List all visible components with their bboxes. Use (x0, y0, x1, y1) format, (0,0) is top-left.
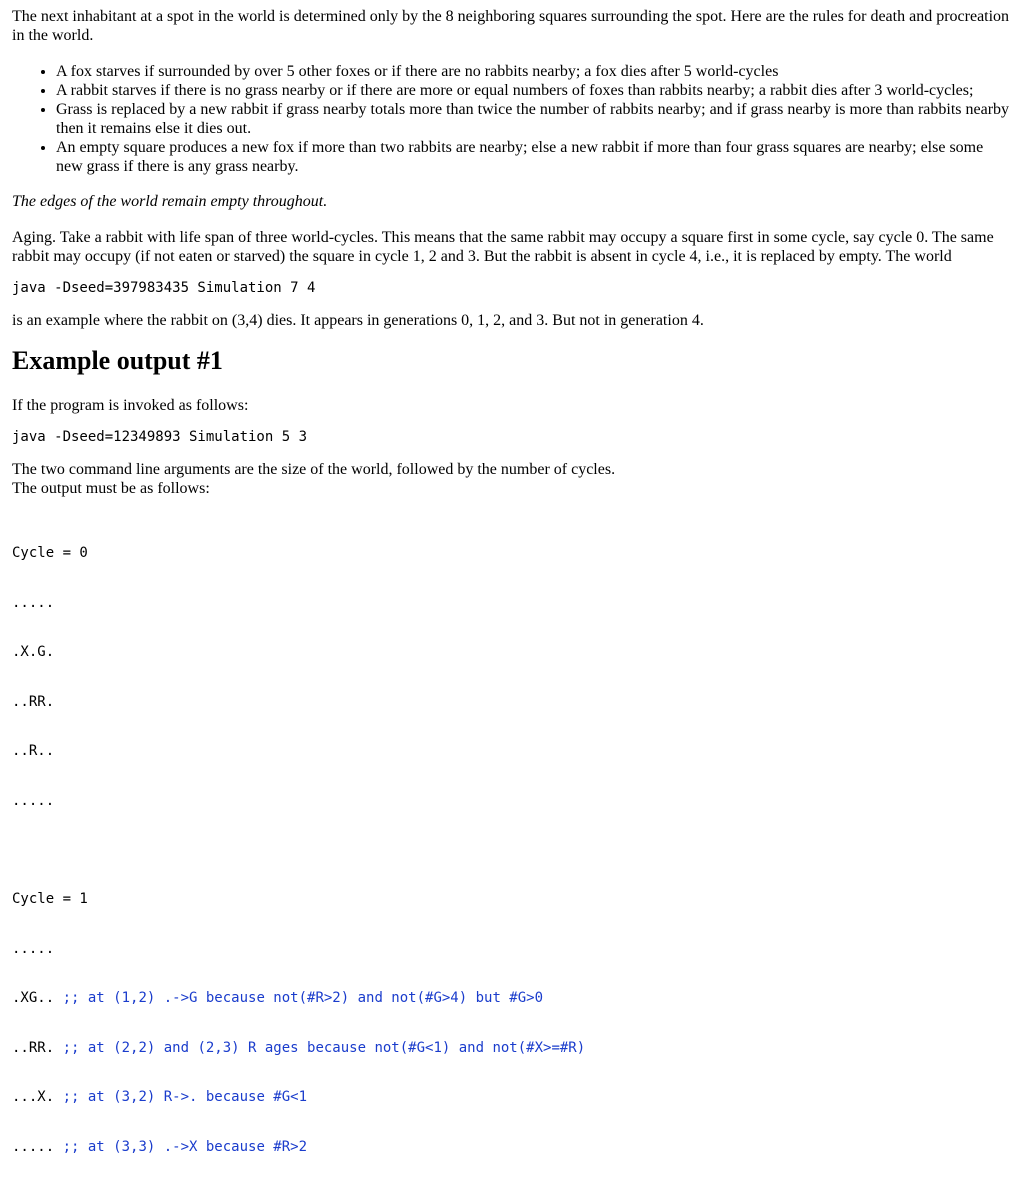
grid-cells: ..RR. (12, 1039, 55, 1056)
cycle-0-block (12, 512, 1012, 842)
rule-fox: • A fox starves if surrounded by over 5 other foxes or if there are no rabbits nearby; a fox dies after 5 world-cycles (56, 62, 1012, 81)
grid-cells: ..... (12, 1138, 55, 1155)
grid-row: ..... (12, 792, 55, 809)
grid-cells: ...X. (12, 1089, 55, 1105)
section-heading: Example output #1 (12, 346, 223, 375)
grid-row (12, 990, 1012, 1007)
grid-row (12, 941, 1012, 958)
grid-comment: ;; at (3,3) .->X because #R>2 (54, 1138, 308, 1155)
invoked-text: If the program is invoked as follows: (12, 397, 249, 414)
grid-row: ..R.. (12, 743, 55, 759)
grid-cells: ..... (12, 940, 55, 957)
cycle-1-label: Cycle = 1 (12, 891, 88, 907)
grid-row: ..RR. (12, 693, 55, 710)
rule-empty-square: • An empty square produces a new fox if more than two rabbits are nearby; else a new rabbit if more than four grass squares are nearby; else some new grass if there is any grass nearby. (56, 138, 1012, 176)
aging-command: java -Dseed=397983435 Simulation 7 4 (12, 280, 316, 296)
grid-row (12, 1139, 1012, 1156)
grid-cells: .XG.. (12, 990, 55, 1006)
args-explanation (12, 460, 1012, 498)
example-command: java -Dseed=12349893 Simulation 5 3 (12, 429, 308, 445)
output-text: The output must be as follows: (12, 480, 210, 497)
rule-grass: • Grass is replaced by a new rabbit if grass nearby totals more than twice the number of rabbits nearby; and if grass nearby is more than rabbits nearby then it remains else it dies out. (56, 100, 1012, 138)
grid-comment: ;; at (2,2) and (2,3) R ages because not(#G<1) and not(#X>=#R) (54, 1039, 586, 1056)
grid-row (12, 1089, 1012, 1106)
grid-comment: ;; at (1,2) .->G because not(#R>2) and not(#G>4) but #G>0 (54, 990, 544, 1006)
cycle-1-block (12, 858, 1012, 1188)
grid-row: ..... (12, 594, 55, 611)
cycle-0-label: Cycle = 0 (12, 545, 88, 561)
grid-row (12, 1040, 1012, 1057)
aging-paragraph: Aging. Take a rabbit with life span of three world-cycles. This means that the same rabbit may occupy a square first in some cycle, say cycle 0. The same rabbit may occupy (if not eaten or starved) the square in cycle 1, 2 and 3. But the rabbit is absent in cycle 4, i.e., it is replaced by empty. The world (12, 229, 994, 265)
grid-comment: ;; at (3,2) R->. because #G<1 (54, 1089, 308, 1105)
aging-example-paragraph: is an example where the rabbit on (3,4) dies. It appears in generations 0, 1, 2, and 3. But not in generation 4. (12, 312, 704, 329)
rule-rabbit: • A rabbit starves if there is no grass nearby or if there are more or equal numbers of foxes than rabbits nearby; a rabbit dies after 3 world-cycles; (56, 81, 1012, 100)
args-text: The two command line arguments are the size of the world, followed by the number of cycles. (12, 461, 616, 478)
edges-note: The edges of the world remain empty throughout. (12, 193, 328, 210)
rules-list (12, 62, 1012, 176)
intro-paragraph: The next inhabitant at a spot in the world is determined only by the 8 neighboring squares surrounding the spot. Here are the rules for death and procreation in the world. (12, 8, 1010, 44)
grid-row: .X.G. (12, 644, 55, 660)
